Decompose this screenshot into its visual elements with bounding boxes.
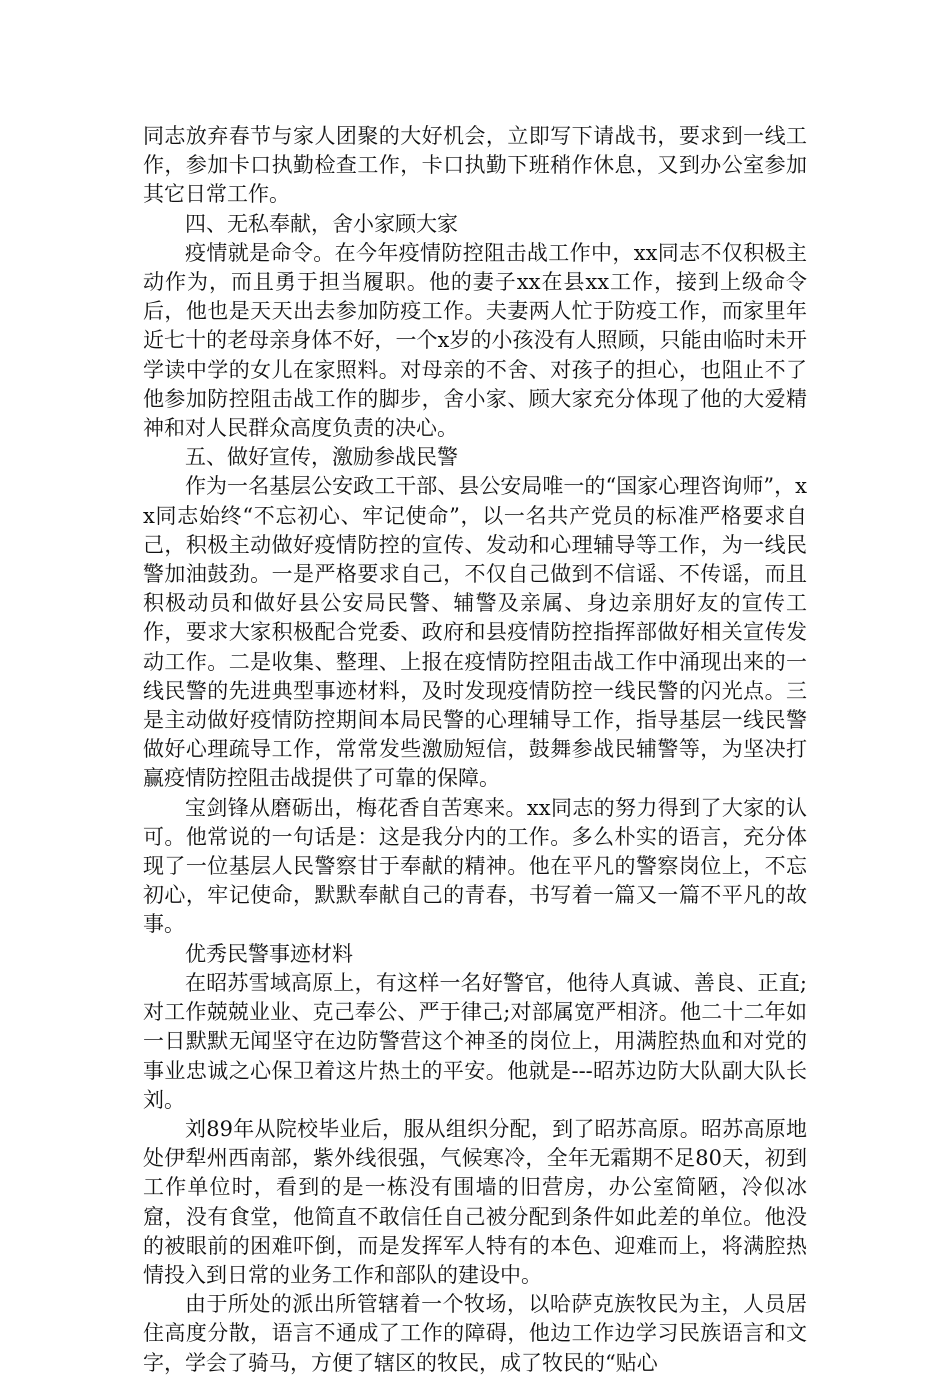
paragraph: 由于所处的派出所管辖着一个牧场，以哈萨克族牧民为主，人员居住高度分散，语言不通成了工作的障碍，他边工作边学习民族语言和文字，学会了骑马，方便了辖区的牧民，成了牧民的“贴心 <box>143 1292 807 1375</box>
paragraph-continuation: 同志放弃春节与家人团聚的大好机会，立即写下请战书，要求到一线工作，参加卡口执勤检查工作，卡口执勤下班稍作休息，又到办公室参加其它日常工作。 <box>143 124 807 207</box>
paragraph: 疫情就是命令。在今年疫情防控阻击战工作中，xx同志不仅积极主动作为，而且勇于担当履职。他的妻子xx在县xx工作，接到上级命令后，他也是天天出去参加防疫工作。夫妻两人忙于防疫工作，而家里年近七十的老母亲身体不好，一个x岁的小孩没有人照顾，只能由临时未开学读中学的女儿在家照料。对母亲的不舍、对孩子的担心，也阻止不了他参加防控阻击战工作的脚步，舍小家、顾大家充分体现了他的大爱精神和对人民群众高度负责的决心。 <box>143 240 807 441</box>
section-heading-5: 五、做好宣传，激励参战民警 <box>185 445 458 470</box>
paragraph: 刘89年从院校毕业后，服从组织分配，到了昭苏高原。昭苏高原地处伊犁州西南部，紫外线很强，气候寒冷，全年无霜期不足80天，初到工作单位时，看到的是一栋没有围墙的旧营房，办公室简陋，冷似冰窟，没有食堂，他简直不敢信任自己被分配到条件如此差的单位。他没的被眼前的困难吓倒，而是发挥军人特有的本色、迎难而上，将满腔热情投入到日常的业务工作和部队的建设中。 <box>143 1116 807 1287</box>
paragraph: 在昭苏雪域高原上，有这样一名好警官，他待人真诚、善良、正直;对工作兢兢业业、克己奉公、严于律己;对部属宽严相济。他二十二年如一日默默无闻坚守在边防警营这个神圣的岗位上，用满腔热血和对党的事业忠诚之心保卫着这片热土的平安。他就是---昭苏边防大队副大队长刘。 <box>143 970 807 1112</box>
document-title: 优秀民警事迹材料 <box>185 941 353 966</box>
paragraph: 作为一名基层公安政工干部、县公安局唯一的“国家心理咨询师”，xx同志始终“不忘初心、牢记使命”，以一名共产党员的标准严格要求自己，积极主动做好疫情防控的宣传、发动和心理辅导等工作，为一线民警加油鼓劲。一是严格要求自己，不仅自己做到不信谣、不传谣，而且积极动员和做好县公安局民警、辅警及亲属、身边亲朋好友的宣传工作，要求大家积极配合党委、政府和县疫情防控指挥部做好相关宣传发动工作。二是收集、整理、上报在疫情防控阻击战工作中涌现出来的一线民警的先进典型事迹材料，及时发现疫情防控一线民警的闪光点。三是主动做好疫情防控期间本局民警的心理辅导工作，指导基层一线民警做好心理疏导工作，常常发些激励短信，鼓舞参战民辅警等，为坚决打赢疫情防控阻击战提供了可靠的保障。 <box>143 474 807 791</box>
section-heading-4: 四、无私奉献，舍小家顾大家 <box>185 211 458 236</box>
document-page <box>143 122 807 1378</box>
paragraph: 宝剑锋从磨砺出，梅花香自苦寒来。xx同志的努力得到了大家的认可。他常说的一句话是：这是我分内的工作。多么朴实的语言，充分体现了一位基层人民警察甘于奉献的精神。他在平凡的警察岗位上，不忘初心，牢记使命，默默奉献自己的青春，书写着一篇又一篇不平凡的故事。 <box>143 795 807 937</box>
